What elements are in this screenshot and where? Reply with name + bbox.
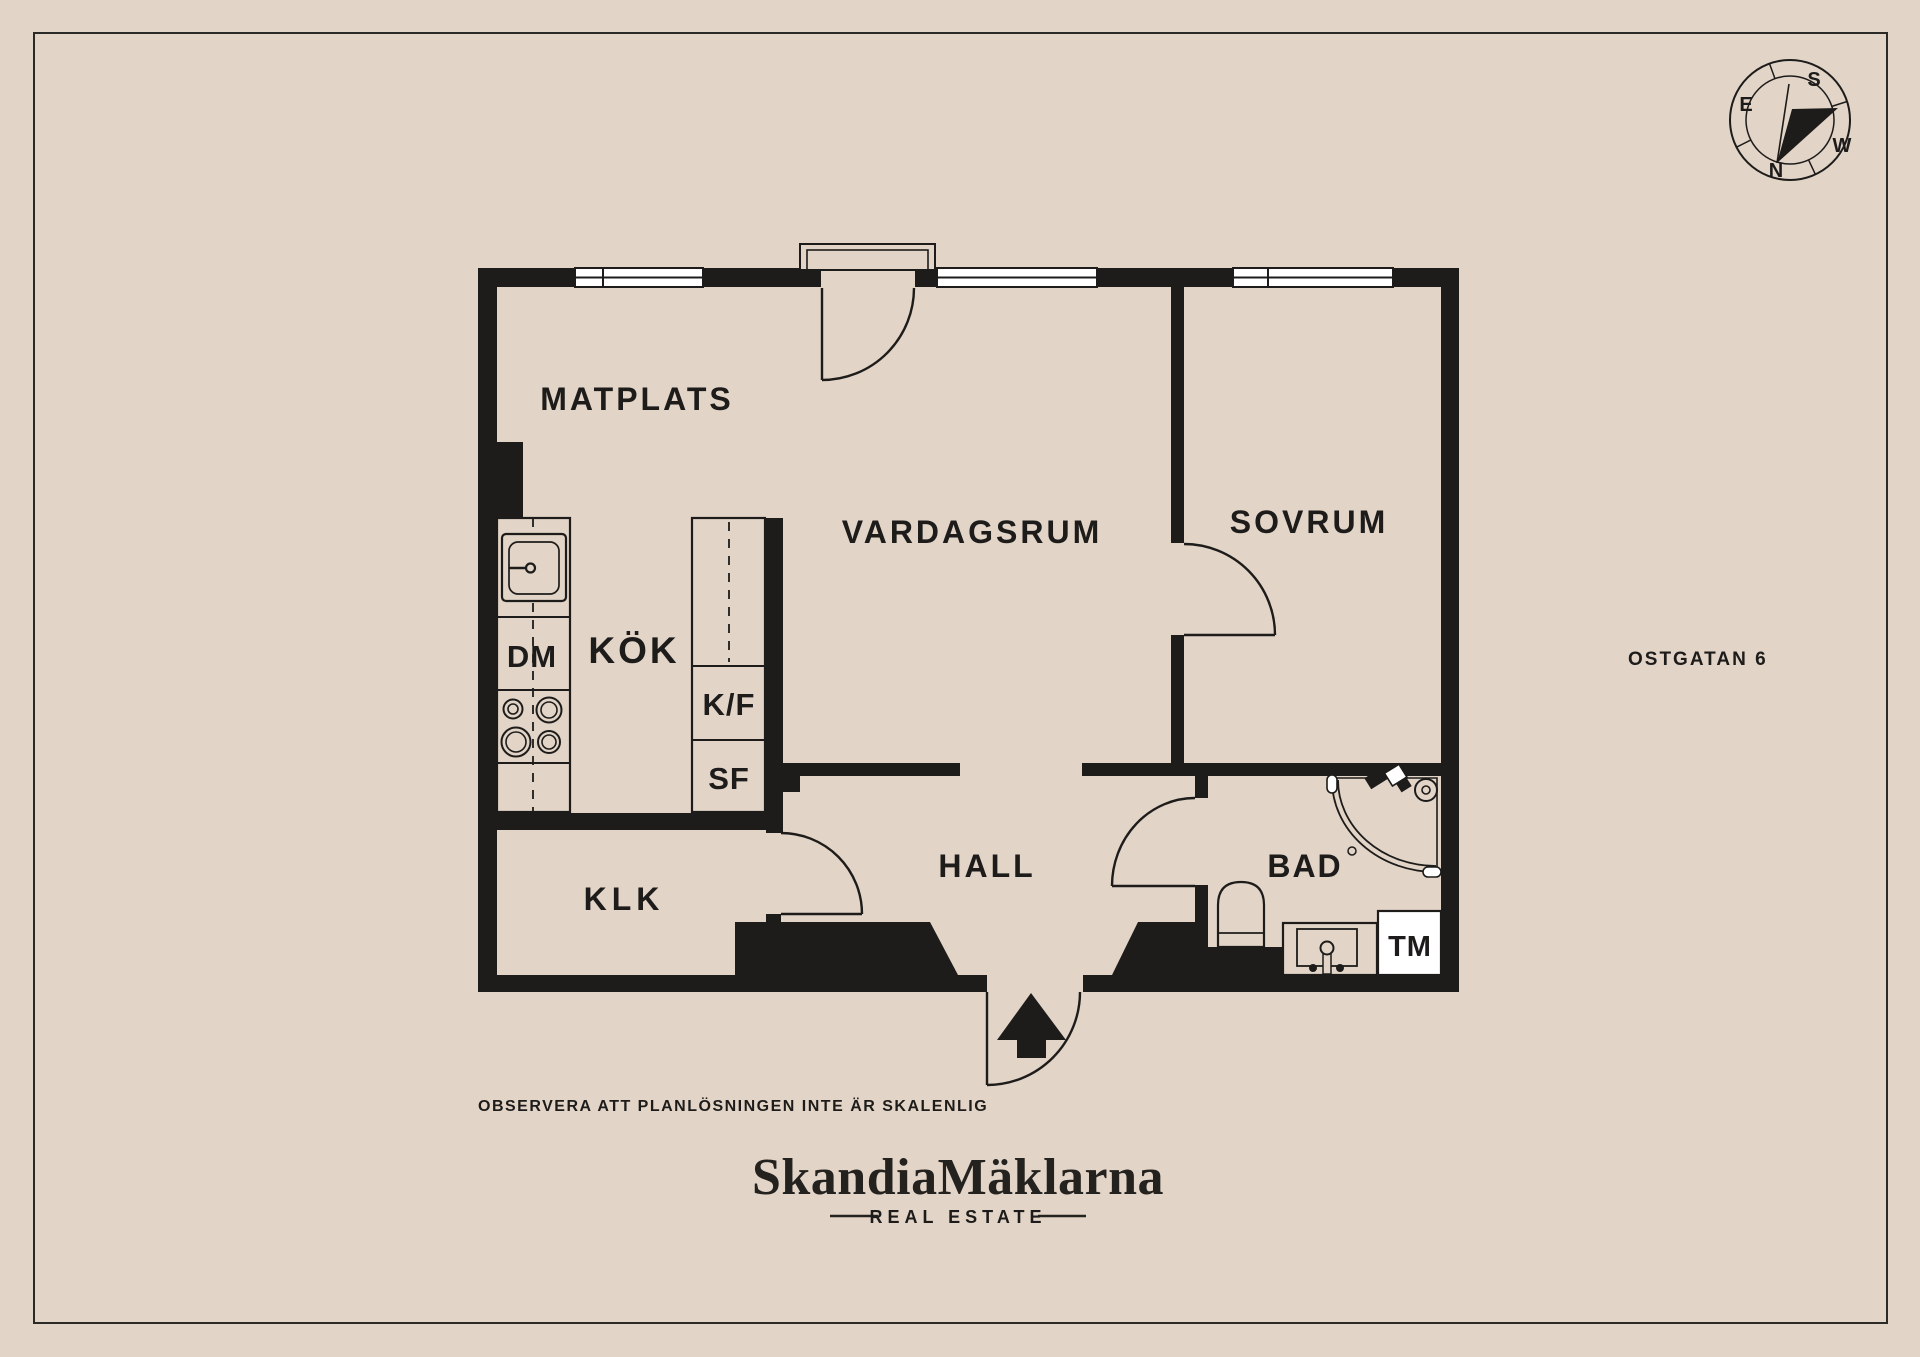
bathroom-sink-icon (1283, 923, 1377, 975)
compass-east: E (1739, 94, 1753, 116)
disclaimer-text: OBSERVERA ATT PLANLÖSNINGEN INTE ÄR SKALENLIG (478, 1098, 989, 1115)
room-label-matplats: MATPLATS (540, 381, 734, 417)
wall-left-pillar (478, 442, 523, 518)
fixture-label-dm: DM (506, 639, 558, 674)
compass-icon (1730, 60, 1852, 182)
window-sovrum (1233, 268, 1393, 287)
wall-left (478, 268, 497, 992)
wall-living-bedroom-upper (1171, 287, 1184, 543)
brand-name: SkandiaMäklarna (751, 1149, 1165, 1206)
compass-north: N (1768, 160, 1784, 182)
wall-junction-block (766, 763, 800, 792)
room-label-vardagsrum: VARDAGSRUM (841, 514, 1103, 550)
balcony-door-swing-icon (822, 288, 914, 380)
wall-entry-right-chunk (1112, 922, 1208, 975)
wall-bath-base (1208, 947, 1283, 975)
bedroom-door-swing-icon (1184, 544, 1275, 635)
compass-south: S (1807, 69, 1821, 91)
bathroom-door-swing-icon (1112, 798, 1195, 886)
address-label: OSTGATAN 6 (1628, 649, 1768, 670)
compass-west: W (1832, 135, 1852, 157)
brand-tagline: REAL ESTATE (869, 1207, 1047, 1227)
wall-openings (821, 267, 1083, 993)
klk-door-swing-icon (781, 833, 862, 914)
wall-bath-hall-upper (1195, 776, 1208, 798)
wall-bottom (478, 975, 1459, 992)
room-label-hall: HALL (938, 848, 1036, 884)
brand-logo (752, 1149, 1164, 1227)
wall-entry-left-chunk (735, 922, 958, 975)
room-label-bad: BAD (1267, 848, 1343, 884)
windows (575, 268, 1393, 287)
fixture-label-tm: TM (1388, 931, 1432, 963)
wall-right (1441, 268, 1459, 992)
wall-living-bedroom-lower (1171, 635, 1184, 763)
compass-needle (1777, 108, 1838, 163)
entrance-arrow-icon (997, 993, 1066, 1058)
toilet-icon (1218, 882, 1264, 947)
room-labels (540, 381, 1388, 917)
wall-bath-hall-lower (1195, 885, 1208, 923)
shower-icon (1327, 764, 1441, 877)
balcony-threshold (800, 244, 935, 270)
fixture-label-kf: K/F (702, 687, 756, 722)
kitchen-sink-icon (502, 534, 566, 601)
window-vardagsrum (937, 268, 1097, 287)
stove-icon (502, 698, 562, 757)
wall-kitchen-klk (478, 813, 783, 830)
room-label-sovrum: SOVRUM (1229, 504, 1389, 540)
window-matplats (575, 268, 703, 287)
room-label-kok: KÖK (588, 630, 680, 671)
fixture-label-sf: SF (708, 761, 750, 796)
entrance-opening (987, 974, 1083, 993)
room-label-klk: KLK (583, 881, 665, 917)
